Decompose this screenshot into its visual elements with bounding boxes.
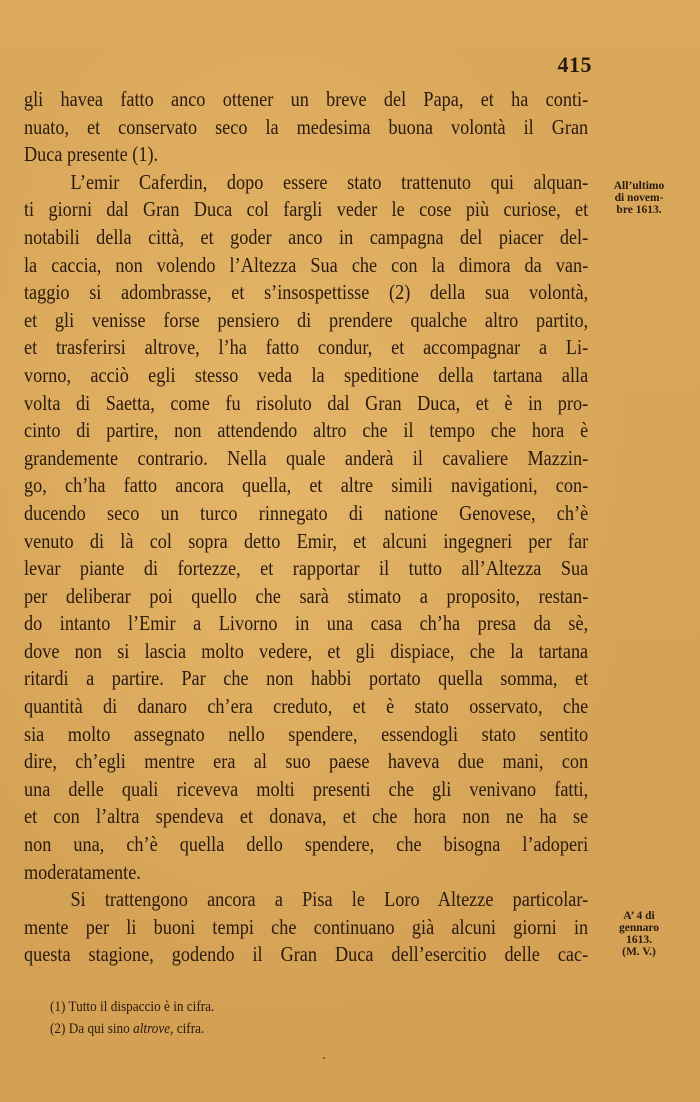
text-line: cinto di partire, non attendendo altro che il tempo che hora è — [24, 418, 589, 443]
text-line: Duca presente (1). — [24, 142, 159, 167]
text-line: taggio si adombrasse, et s’insospettisse (2) della sua volontà, — [24, 280, 589, 305]
text-line: non una, ch’è quella dello spendere, che bisogna l’adoperi — [24, 832, 589, 857]
text-line: moderatamente. — [24, 859, 141, 884]
text-line: notabili della città, et goder anco in campagna del piacer del- — [24, 224, 589, 249]
text-line: venuto di là col sopra detto Emir, et alcuni ingegneri per far — [24, 528, 589, 553]
footnote-italic-word: altrove — [133, 1021, 171, 1037]
text-line: levar piante di fortezze, et rapportar il tutto all’Altezza Sua — [24, 556, 589, 581]
text-line: gli havea fatto anco ottener un breve del Papa, et ha conti- — [24, 87, 589, 111]
margin-note-date — [598, 910, 680, 958]
text-line: la caccia, non volendo l’Altezza Sua che con la dimora da van- — [24, 252, 589, 277]
text-line: quantità di danaro ch’era creduto, et è stato osservato, che — [24, 694, 589, 719]
text-line: ducendo seco un turco rinnegato di natione Genovese, ch’è — [24, 500, 589, 525]
footnotes — [50, 996, 214, 1040]
footnote-prefix: (2) Da qui sino — [50, 1021, 134, 1037]
text-line: vorno, acciò egli stesso veda la speditione della tartana alla — [24, 362, 589, 387]
text-line: dire, ch’egli mentre era al suo paese haveva due mani, con — [24, 749, 589, 774]
text-line: mente per li buoni tempi che continuano già alcuni giorni in — [24, 914, 589, 939]
margin-note-line: A’ 4 di — [623, 910, 655, 922]
text-line: una delle quali riceveva molti presenti che gli venivano fatti, — [24, 776, 589, 801]
text-line: do intanto l’Emir a Livorno in una casa ch’ha presa da sè, — [24, 611, 589, 636]
footnote-suffix: , cifra. — [170, 1021, 205, 1037]
text-line: ritardi a partire. Par che non habbi portato quella somma, et — [24, 666, 589, 691]
main-text — [24, 86, 589, 969]
margin-note-line: bre 1613. — [616, 204, 662, 216]
text-line: ti giorni dal Gran Duca col fargli veder le cose più curiose, et — [24, 197, 589, 222]
footnote: (1) Tutto il dispaccio è in cifra. — [50, 999, 215, 1015]
text-line: et trasferirsi altrove, l’ha fatto condur, et accompagnar a Li- — [24, 335, 589, 360]
text-line: per deliberar poi quello che sarà stimato a proposito, restan- — [24, 583, 589, 608]
text-line: grandemente contrario. Nella quale anderà il cavaliere Mazzin- — [24, 445, 589, 470]
text-line: et con l’altra spendeva et donava, et che hora non ne ha se — [24, 804, 589, 829]
text-line: dove non si lascia molto vedere, et gli dispiace, che la tartana — [24, 638, 589, 663]
text-line: go, ch’ha fatto ancora quella, et altre simili navigationi, con- — [24, 473, 589, 498]
margin-note-line: All’ultimo — [613, 180, 665, 192]
margin-note-line: 1613. — [626, 934, 652, 946]
page-number: 415 — [557, 52, 592, 77]
text-line: et gli venisse forse pensiero di prendere qualche altro partito, — [24, 307, 589, 332]
margin-note-line: (M. V.) — [622, 946, 656, 958]
paragraph-start-line: L’emir Caferdin, dopo essere stato trattenuto qui alquan- — [70, 169, 589, 194]
text-line: questa stagione, godendo il Gran Duca dell’esercitio delle cac- — [24, 942, 589, 967]
margin-note-line: gennaro — [618, 922, 660, 934]
paragraph-start-line: Si trattengono ancora a Pisa le Loro Altezze particolar- — [70, 887, 589, 912]
margin-note-line: di novem- — [614, 192, 664, 204]
text-line: sia molto assegnato nello spendere, essendogli stato sentito — [24, 721, 589, 746]
text-line: volta di Saetta, come fu risoluto dal Gran Duca, et è in pro- — [24, 390, 589, 415]
text-line: nuato, et conservato seco la medesima buona volontà il Gran — [24, 114, 589, 139]
paper-speck — [323, 1057, 325, 1059]
margin-note-date — [598, 180, 680, 216]
footnote — [50, 1018, 214, 1040]
